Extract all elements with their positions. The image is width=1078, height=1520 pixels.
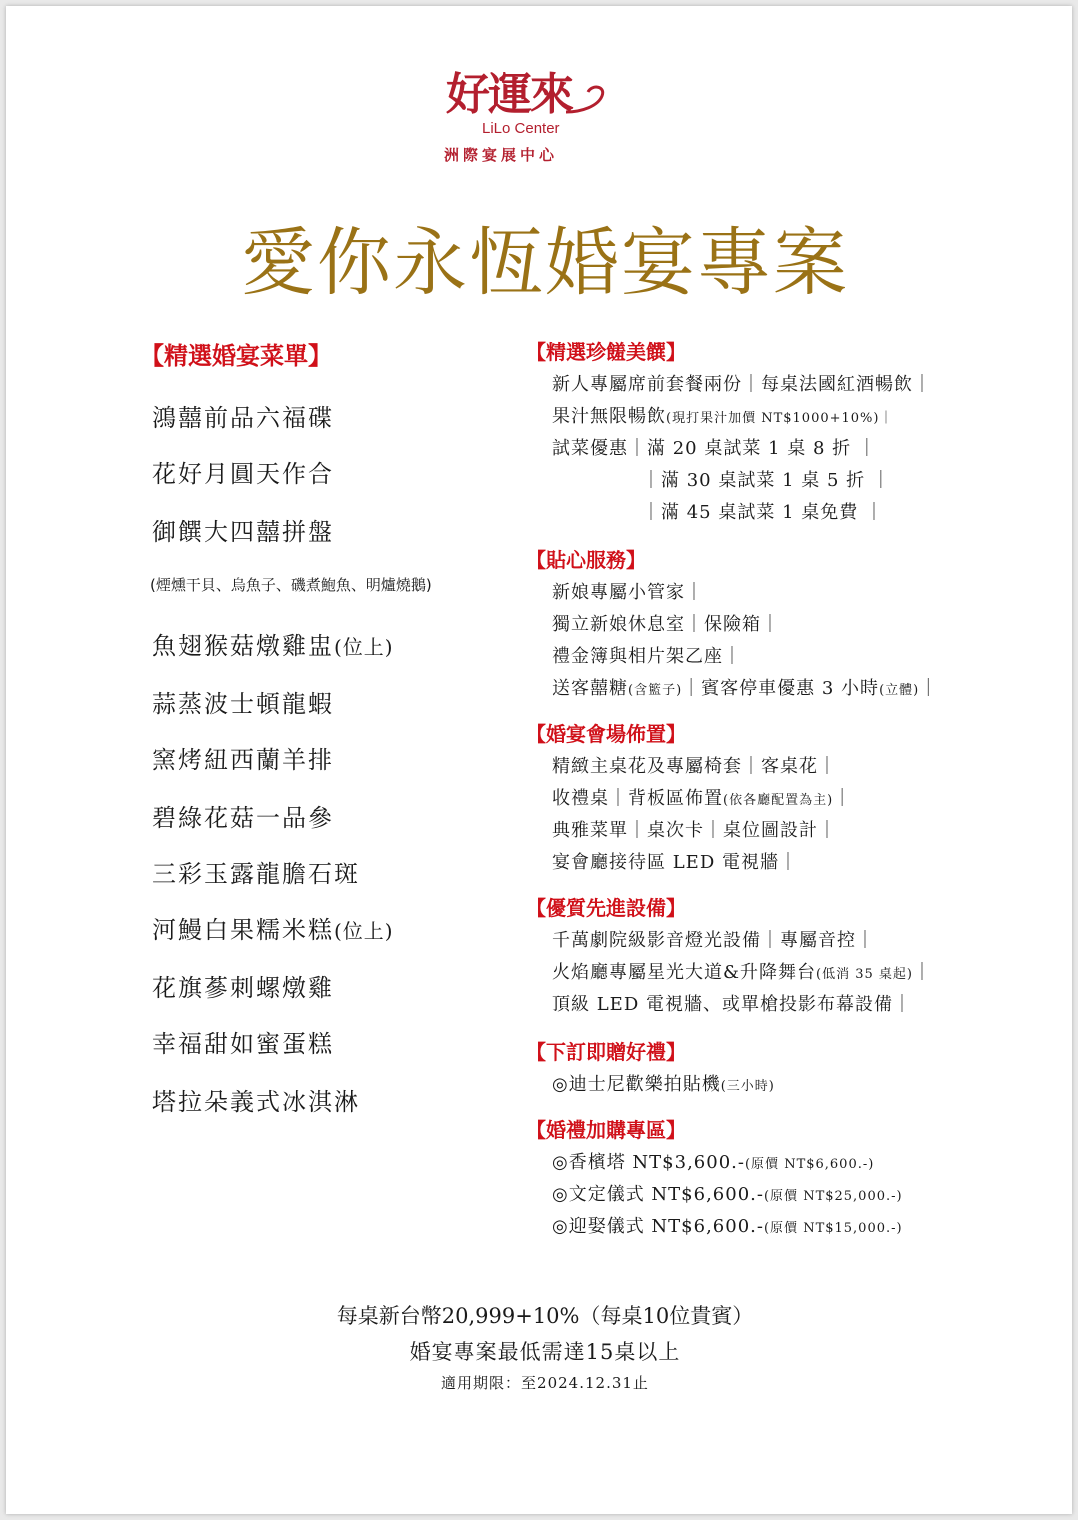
section-heading-add-ons: 【婚禮加購專區】 [526,1118,686,1142]
section-item: 新娘專屬小管家｜ [552,582,704,603]
section-heading-delicacies: 【精選珍饈美饌】 [526,340,686,364]
logo-subtitle: 洲際宴展中心 [444,146,559,164]
menu-dish: 碧綠花菇一品參 [152,804,334,832]
logo-swirl-icon [562,82,610,116]
page-title: 愛你永恆婚宴專案 [241,220,849,306]
document-page [6,6,1072,1514]
section-item: ◎文定儀式 NT$6,600.-(原價 NT$25,000.-) [552,1184,903,1205]
logo-english-name: LiLo Center [482,120,560,137]
section-item: 禮金簿與相片架乙座｜ [552,646,742,667]
section-item: 火焰廳專屬星光大道&升降舞台(低消 35 桌起)｜ [552,962,932,983]
section-item: ◎迪士尼歡樂拍貼機(三小時) [552,1074,775,1095]
menu-dish: 窯烤紐西蘭羊排 [152,746,334,774]
section-item: 獨立新娘休息室｜保險箱｜ [552,614,780,635]
section-item: 新人專屬席前套餐兩份｜每桌法國紅酒暢飲｜ [552,374,932,395]
section-item: 收禮桌｜背板區佈置(依各廳配置為主)｜ [552,788,853,809]
menu-dish: 鴻囍前品六福碟 [152,404,334,432]
menu-dish: 河鰻白果糯米糕(位上) [152,916,394,944]
section-item: 宴會廳接待區 LED 電視牆｜ [552,852,798,873]
menu-dish: 蒜蒸波士頓龍蝦 [152,690,334,718]
price-per-table: 每桌新台幣20,999+10%（每桌10位貴賓） [336,1304,754,1328]
menu-dish: 花旗蔘刺螺燉雞 [152,974,334,1002]
menu-dish-note: (煙燻干貝、烏魚子、磯煮鮑魚、明爐燒鵝) [150,576,432,594]
menu-heading: 【精選婚宴菜單】 [140,341,332,370]
section-item: 試菜優惠｜滿 20 桌試菜 1 桌 8 折 ｜ [552,438,877,459]
logo-chinese-name: 好運來 [446,69,572,120]
section-heading-equipment: 【優質先進設備】 [526,896,686,920]
menu-dish: 三彩玉露龍膽石斑 [152,860,360,888]
section-item: ｜滿 30 桌試菜 1 桌 5 折 ｜ [642,470,891,491]
section-heading-service: 【貼心服務】 [526,548,646,572]
section-item: 千萬劇院級影音燈光設備｜專屬音控｜ [552,930,875,951]
menu-dish: 御饌大四囍拼盤 [152,518,334,546]
validity-period: 適用期限：至2024.12.31止 [441,1374,649,1392]
menu-dish: 魚翅猴菇燉雞盅(位上) [152,632,394,660]
section-heading-gift: 【下訂即贈好禮】 [526,1040,686,1064]
section-item: 精緻主桌花及專屬椅套｜客桌花｜ [552,756,837,777]
menu-dish: 花好月圓天作合 [152,460,334,488]
section-item: ◎迎娶儀式 NT$6,600.-(原價 NT$15,000.-) [552,1216,903,1237]
section-item: ｜滿 45 桌試菜 1 桌免費 ｜ [642,502,884,523]
section-item: 送客囍糖(含籃子)｜賓客停車優惠 3 小時(立體)｜ [552,678,939,699]
section-item: 典雅菜單｜桌次卡｜桌位圖設計｜ [552,820,837,841]
minimum-tables: 婚宴專案最低需達15桌以上 [409,1340,681,1364]
section-heading-venue-decor: 【婚宴會場佈置】 [526,722,686,746]
lilo-center-logo [442,58,642,170]
section-item: ◎香檳塔 NT$3,600.-(原價 NT$6,600.-) [552,1152,875,1173]
menu-dish: 幸福甜如蜜蛋糕 [152,1030,334,1058]
section-item: 頂級 LED 電視牆、或單槍投影布幕設備｜ [552,994,912,1015]
section-item: 果汁無限暢飲(現打果汁加價 NT$1000+10%)｜ [552,406,894,427]
menu-dish: 塔拉朵義式冰淇淋 [152,1088,360,1116]
